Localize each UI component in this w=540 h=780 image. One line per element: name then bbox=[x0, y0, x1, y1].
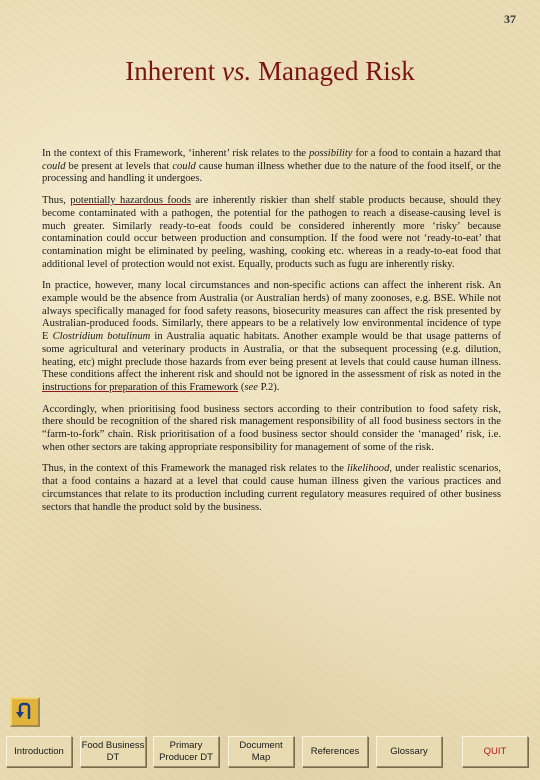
introduction-label: Introduction bbox=[14, 745, 64, 757]
potentially-hazardous-foods-link[interactable]: potentially hazardous foods bbox=[70, 195, 191, 207]
paragraph-hazardous-foods bbox=[42, 195, 501, 271]
title-part-1: Inherent bbox=[125, 56, 222, 86]
glossary-button[interactable] bbox=[376, 736, 442, 767]
paragraph-managed-risk bbox=[42, 463, 501, 514]
glossary-label: Glossary bbox=[390, 745, 428, 757]
primary-producer-dt-button[interactable] bbox=[153, 736, 219, 767]
paragraph-local-circumstances bbox=[42, 280, 501, 394]
primary-producer-dt-label: Primary Producer DT bbox=[159, 739, 213, 763]
document-map-button[interactable] bbox=[228, 736, 294, 767]
p1-emphasis-could-1: could bbox=[42, 160, 66, 172]
p2-text-1: Thus, bbox=[42, 195, 71, 207]
title-part-2: Managed Risk bbox=[251, 56, 415, 86]
p3-emphasis-see: see bbox=[244, 381, 258, 393]
p2-text-2: are inherently riskier than shelf stable products because, should they become contaminated with a pathogen, the potential for the pathogen to reach a disease-causing level is much greater. Similarly ready-to-eat foods could be considered inherently more ‘risky’ because contamination could occur between production and consumption. If the food were not ‘ready-to-eat’ that contamination might be eliminated by peeling, washing, cooking etc. whereas in a ready-to-eat food that additional level of protection would not exist. Equally, products such as fugu are inherently risky. bbox=[42, 195, 502, 270]
p5-text-1: Thus, in the context of this Framework the managed risk relates to the bbox=[42, 463, 348, 475]
p3-text-4: P.2). bbox=[257, 381, 280, 393]
p5-emphasis-likelihood: likelihood, bbox=[347, 463, 393, 475]
document-map-label: Document Map bbox=[239, 739, 283, 763]
p5-text-2: under realistic scenarios, that a food contains a hazard at a level that could cause human illness given the various practices and circumstances that relate to its production including current regulatory measures required of other business sectors that handle the product sold by the business. bbox=[42, 463, 501, 513]
instructions-link[interactable]: instructions for preparation of this Framework bbox=[42, 381, 239, 393]
page-number: 37 bbox=[504, 12, 516, 26]
body-content bbox=[42, 148, 501, 523]
quit-label: QUIT bbox=[483, 745, 507, 757]
p3-text-3: ( bbox=[238, 381, 245, 393]
p3-emphasis-clostridium: Clostridium botulinum bbox=[52, 331, 151, 343]
title-vs: vs. bbox=[221, 56, 252, 86]
references-label: References bbox=[310, 745, 360, 757]
back-button[interactable] bbox=[10, 697, 40, 727]
food-business-dt-label: Food Business DT bbox=[81, 739, 145, 763]
p1-text-2: for a food to contain a hazard that bbox=[352, 148, 501, 159]
p3-text-2: in Australia aquatic habitats. Another example would be that usage patterns of some agricultural and veterinary products in Australia, or that the subsequent processing (e.g. dilution, heating, etc) might preclude those hazards from ever being present at levels that could cause human illness. These conditions affect the inherent risk and should not be ignored in the assessment of risk as noted in the bbox=[42, 331, 501, 381]
paragraph-prioritising-sectors bbox=[42, 404, 501, 455]
p1-text-1: In the context of this Framework, ‘inherent’ risk relates to the bbox=[42, 148, 309, 159]
references-button[interactable] bbox=[302, 736, 368, 767]
introduction-button[interactable] bbox=[6, 736, 72, 767]
return-arrow-icon bbox=[14, 701, 36, 723]
food-business-dt-button[interactable] bbox=[80, 736, 146, 767]
page-title bbox=[0, 56, 540, 87]
p1-emphasis-possibility: possibility bbox=[308, 148, 353, 159]
p1-text-4: cause human illness whether due to the nature of the food itself, or the processing and handling it undergoes. bbox=[42, 160, 501, 185]
p3-text-1: In practice, however, many local circumstances and non-specific actions can affect the inherent risk. An example would be the absence from Australia (or Australian herds) of many zoonoses, e.g. BSE. While not always specifically managed for food safety reasons, biosecurity measures can affect the risk presented by Australian-produced foods. Similarly, there appears to be a relatively low environmental incidence of type E bbox=[42, 280, 501, 343]
paragraph-inherent-risk-definition bbox=[42, 148, 501, 186]
p4-text-1: Accordingly, when prioritising food business sectors according to their contribution to food safety risk, there should be recognition of the shared risk management responsibility of all food business sectors in the “farm-to-fork” chain. Risk prioritisation of a food business sector should consider the ‘managed’ risk, i.e. when other sectors are taking appropriate responsibility for management of some of the risk. bbox=[42, 403, 501, 453]
quit-button[interactable] bbox=[462, 736, 528, 767]
p1-emphasis-could-2: could bbox=[172, 160, 196, 172]
p1-text-3: be present at levels that bbox=[65, 160, 173, 172]
